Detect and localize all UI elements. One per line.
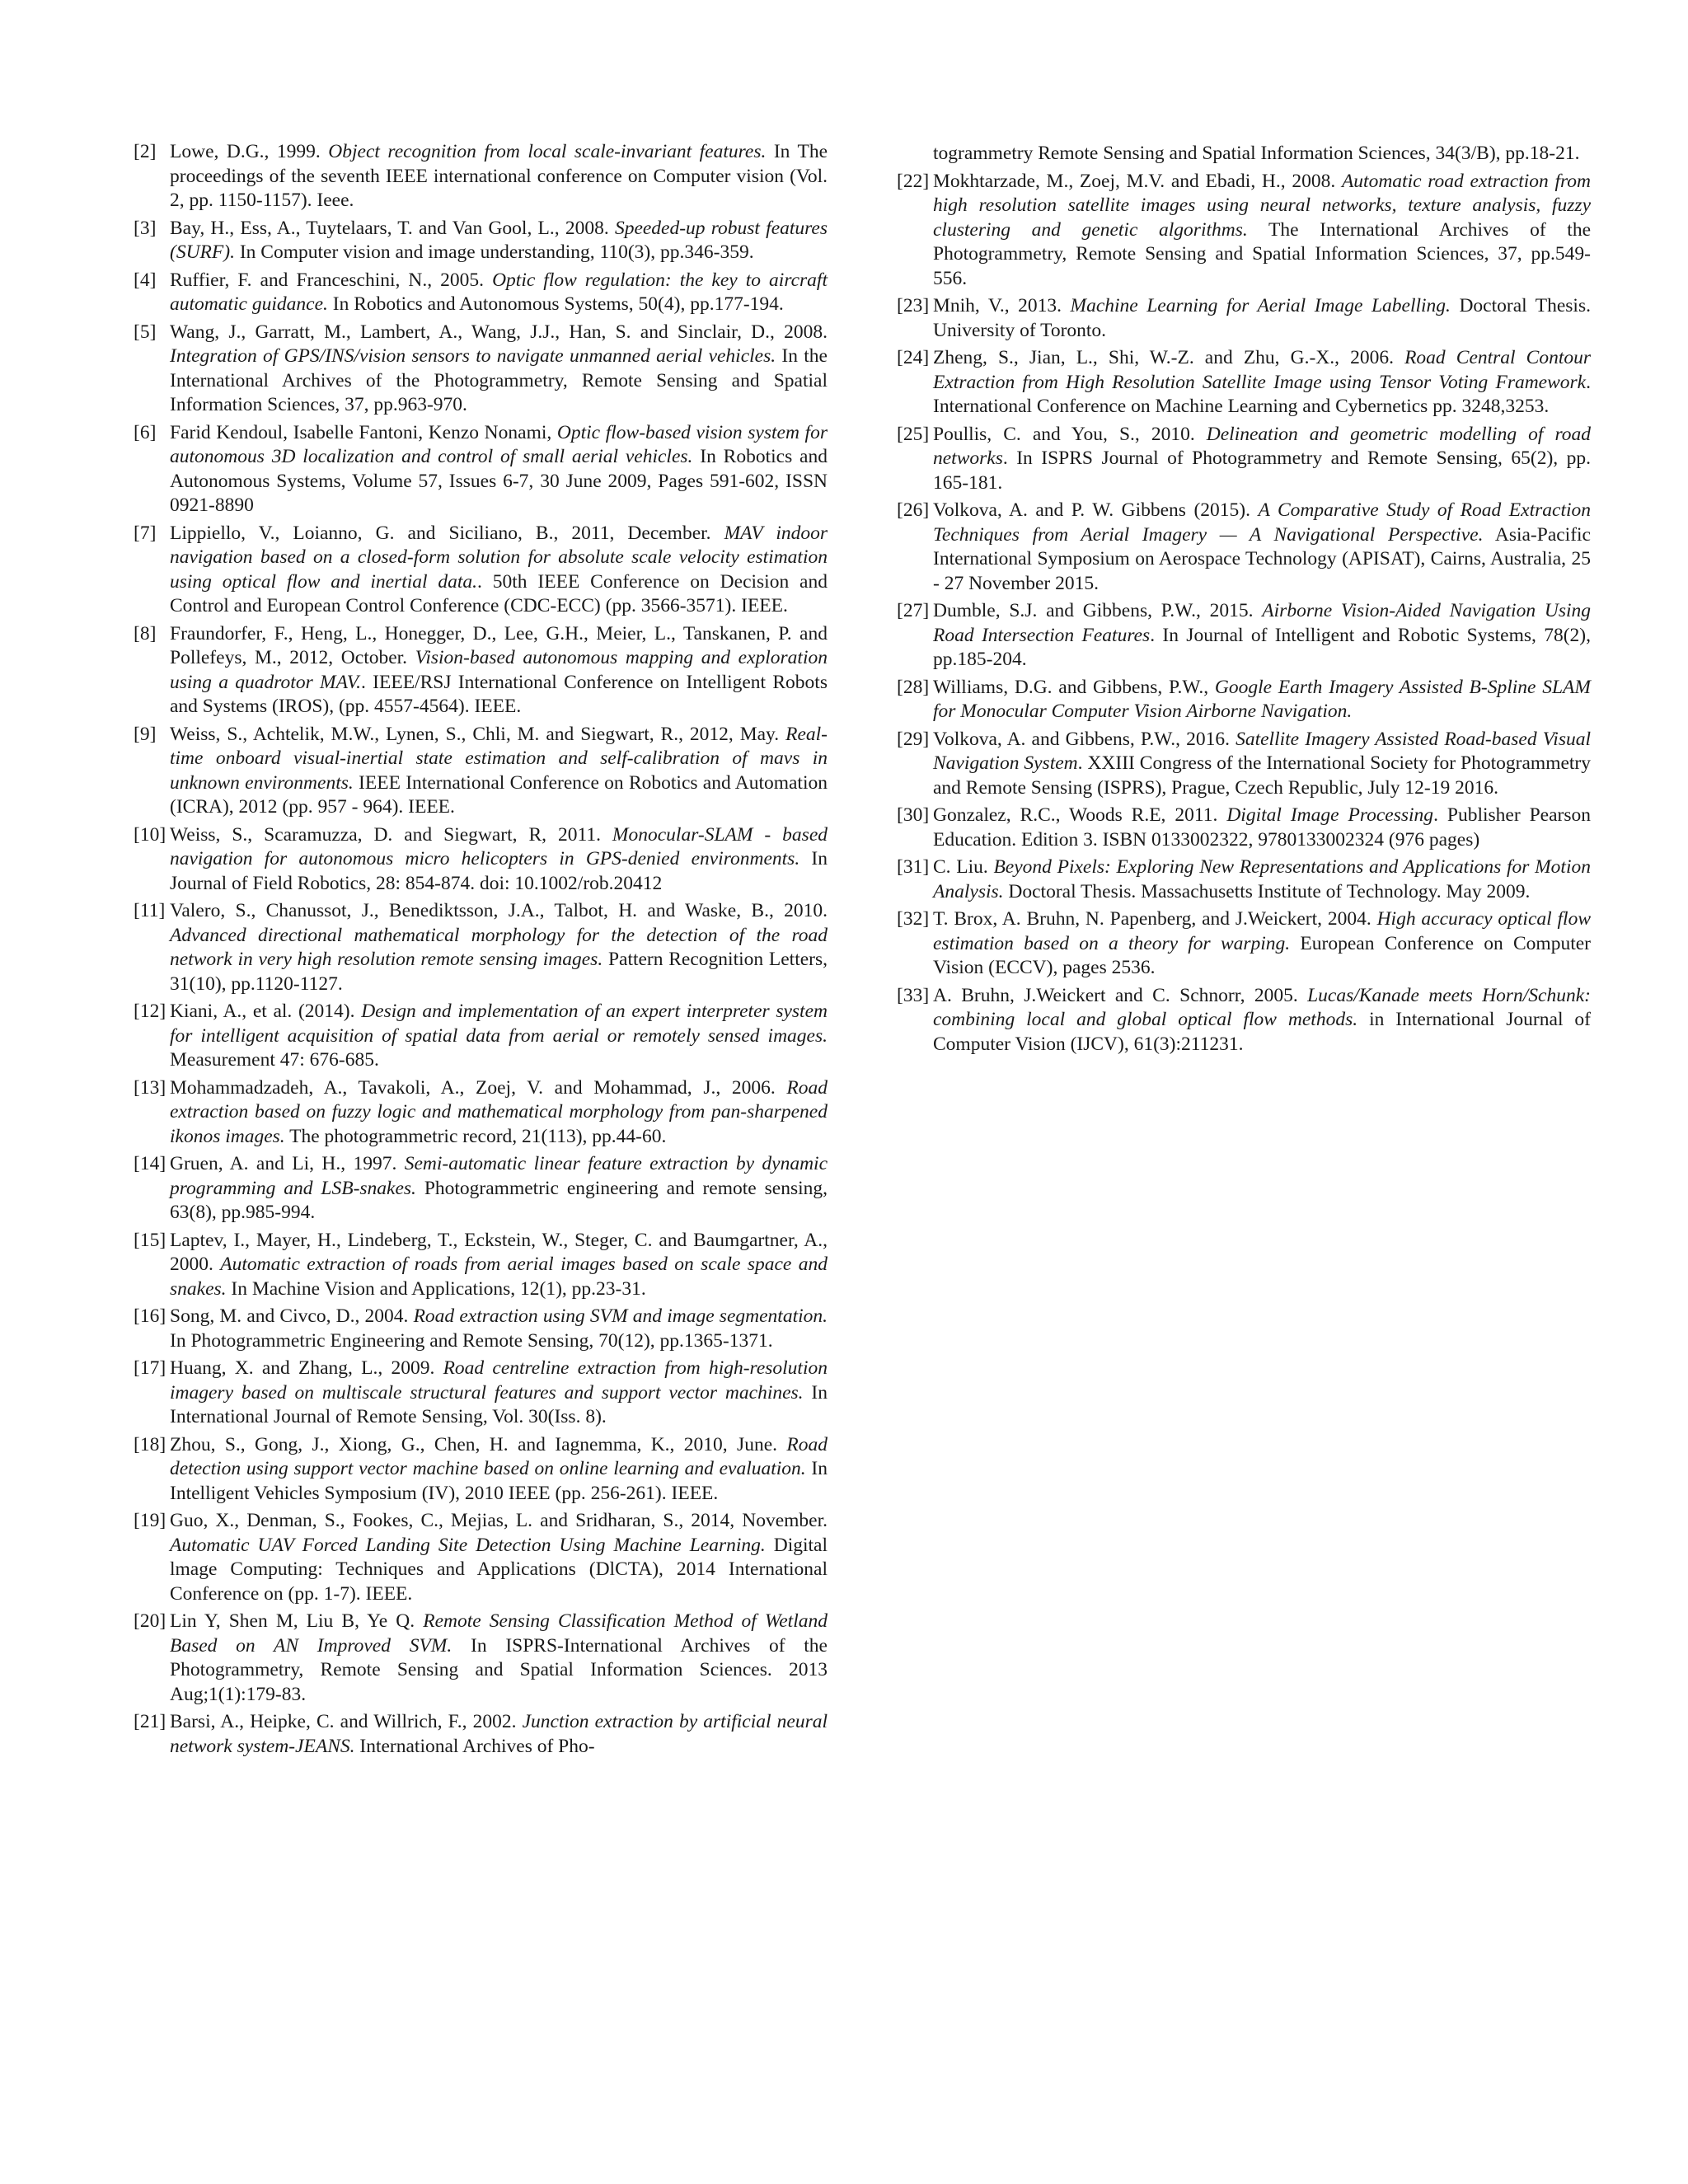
- reference-authors: Kiani, A., et al. (2014).: [170, 1001, 362, 1022]
- reference-authors: T. Brox, A. Bruhn, N. Papenberg, and J.Weickert, 2004.: [933, 908, 1377, 930]
- left-column: [134, 140, 828, 1762]
- reference-authors: Zheng, S., Jian, L., Shi, W.-Z. and Zhu, G.-X., 2006.: [933, 347, 1405, 368]
- reference-title: Monocular-SLAM - based navigation for autonomous micro helicopters in GPS-denied environments.: [170, 823, 828, 869]
- reference-title: Automatic extraction of roads from aerial images based on scale space and snakes.: [170, 1254, 828, 1300]
- reference-number: [22]: [897, 170, 930, 192]
- reference-authors: Volkova, A. and Gibbens, P.W., 2016.: [933, 728, 1236, 750]
- reference-number: [11]: [134, 900, 166, 921]
- reference-authors: Williams, D.G. and Gibbens, P.W.,: [933, 676, 1215, 698]
- reference-number: [32]: [897, 908, 930, 930]
- reference-authors: Mohammadzadeh, A., Tavakoli, A., Zoej, V. and Mohammad, J., 2006.: [170, 1076, 787, 1099]
- reference-authors: Mokhtarzade, M., Zoej, M.V. and Ebadi, H., 2008.: [933, 170, 1342, 192]
- reference-number: [24]: [897, 347, 930, 368]
- reference-item: [134, 1610, 828, 1707]
- reference-title: Road extraction using SVM and image segmentation.: [413, 1305, 828, 1327]
- reference-item: [897, 170, 1591, 292]
- reference-title: Optic flow-based vision system for autonomous 3D localization and control of small aerial vehicles.: [170, 421, 828, 467]
- reference-item: [134, 522, 828, 619]
- reference-authors: Lippiello, V., Loianno, G. and Siciliano, B., 2011, December.: [170, 522, 724, 544]
- reference-item: [897, 728, 1591, 801]
- reference-authors: Fraundorfer, F., Heng, L., Honegger, D., Lee, G.H., Meier, L., Tanskanen, P. and Pollefeys, M., 2012, October.: [170, 622, 828, 668]
- reference-title: MAV indoor navigation based on a closed-form solution for absolute scale velocity estimation using optical flow and inertial data.: [170, 522, 828, 593]
- reference-authors: Dumble, S.J. and Gibbens, P.W., 2015.: [933, 600, 1263, 621]
- reference-authors: Bay, H., Ess, A., Tuytelaars, T. and Van Gool, L., 2008.: [170, 217, 615, 239]
- reference-number: [19]: [134, 1510, 166, 1531]
- reference-authors: Mnih, V., 2013.: [933, 295, 1071, 316]
- reference-number: [7]: [134, 522, 157, 544]
- reference-source: International Archives of Pho-: [354, 1735, 595, 1757]
- reference-item: [134, 823, 828, 897]
- reference-item: [134, 622, 828, 719]
- reference-item: [134, 723, 828, 820]
- reference-authors: Farid Kendoul, Isabelle Fantoni, Kenzo Nonami,: [170, 421, 557, 443]
- reference-number: [14]: [134, 1153, 166, 1174]
- reference-source: In ISPRS-International Archives of the Photogrammetry, Remote Sensing and Spatial Information Sciences. 2013 Aug;1(1):179-83.: [170, 1634, 828, 1705]
- reference-source: Asia-Pacific International Symposium on Aerospace Technology (APISAT), Cairns, Australia, 25 - 27 November 2015.: [933, 523, 1591, 594]
- reference-item: [134, 1000, 828, 1073]
- reference-number: [31]: [897, 856, 930, 878]
- reference-item: [134, 321, 828, 418]
- reference-title: Road centreline extraction from high-resolution imagery based on multiscale structural features and support vector machines.: [170, 1357, 828, 1404]
- reference-authors: Huang, X. and Zhang, L., 2009.: [170, 1357, 443, 1379]
- reference-number: [2]: [134, 141, 157, 162]
- reference-source: . In Journal of Intelligent and Robotic Systems, 78(2), pp.185-204.: [933, 624, 1591, 670]
- reference-source: European Conference on Computer Vision (ECCV), pages 2536.: [933, 932, 1591, 978]
- reference-source: In Machine Vision and Applications, 12(1), pp.23-31.: [226, 1277, 646, 1300]
- reference-title: Automatic road extraction from high resolution satellite images using neural networks, texture analysis, fuzzy clustering and genetic algorithms.: [933, 170, 1592, 241]
- reference-item: [134, 140, 828, 213]
- reference-authors: Lin Y, Shen M, Liu B, Ye Q.: [170, 1610, 424, 1632]
- reference-title: Machine Learning for Aerial Image Labelling.: [1070, 295, 1451, 316]
- reference-title: Semi-automatic linear feature extraction by dynamic programming and LSB-snakes.: [170, 1153, 828, 1199]
- reference-authors: Wang, J., Garratt, M., Lambert, A., Wang, J.J., Han, S. and Sinclair, D., 2008.: [170, 321, 828, 343]
- reference-authors: Volkova, A. and P. W. Gibbens (2015).: [933, 499, 1259, 521]
- reference-source: In Intelligent Vehicles Symposium (IV), 2010 IEEE (pp. 256-261). IEEE.: [170, 1458, 828, 1504]
- reference-title: Delineation and geometric modelling of road networks: [933, 423, 1591, 469]
- reference-source: . IEEE/RSJ International Conference on Intelligent Robots and Systems (IROS), (pp. 4557-4564). IEEE.: [170, 671, 828, 717]
- reference-source: IEEE International Conference on Robotics and Automation (ICRA), 2012 (pp. 957 - 964). IEEE.: [170, 771, 828, 818]
- reference-item: [897, 499, 1591, 596]
- reference-title: Digital Image Processing: [1226, 804, 1434, 826]
- reference-item: [897, 676, 1591, 724]
- reference-title: Real-time onboard visual-inertial state estimation and self-calibration of mavs in unknown environments.: [170, 723, 828, 794]
- reference-item: [897, 294, 1591, 343]
- reference-number: [29]: [897, 728, 930, 750]
- reference-source: . International Conference on Machine Learning and Cybernetics pp. 3248,3253.: [933, 371, 1591, 417]
- reference-title: Google Earth Imagery Assisted B-Spline SLAM for Monocular Computer Vision Airborne Navigation.: [933, 676, 1591, 722]
- reference-title: Junction extraction by artificial neural network system-JEANS.: [170, 1711, 828, 1757]
- reference-authors: Ruffier, F. and Franceschini, N., 2005.: [170, 269, 493, 291]
- reference-source: Measurement 47: 676-685.: [170, 1049, 379, 1071]
- reference-number: [27]: [897, 600, 930, 621]
- reference-item: [134, 1305, 828, 1353]
- reference-authors: Lowe, D.G., 1999.: [170, 141, 329, 162]
- reference-authors: A. Bruhn, J.Weickert and C. Schnorr, 2005.: [933, 984, 1308, 1006]
- reference-title: Remote Sensing Classification Method of Wetland Based on AN Improved SVM.: [170, 1610, 828, 1657]
- reference-source: The photogrammetric record, 21(113), pp.44-60.: [284, 1125, 667, 1147]
- reference-source: Doctoral Thesis. Massachusetts Institute of Technology. May 2009.: [1003, 880, 1531, 902]
- reference-number: [6]: [134, 421, 157, 443]
- reference-authors: Weiss, S., Achtelik, M.W., Lynen, S., Chli, M. and Siegwart, R., 2012, May.: [170, 723, 786, 745]
- reference-authors: Guo, X., Denman, S., Fookes, C., Mejias, L. and Sridharan, S., 2014, November.: [170, 1510, 828, 1531]
- reference-title: Object recognition from local scale-invariant features.: [328, 141, 767, 162]
- reference-title: A Comparative Study of Road Extraction Techniques from Aerial Imagery — A Navigational Perspective.: [933, 499, 1592, 546]
- reference-source: The International Archives of the Photogrammetry, Remote Sensing and Spatial Information Sciences, 37, pp.549-556.: [933, 218, 1591, 289]
- reference-authors: Weiss, S., Scaramuzza, D. and Siegwart, R, 2011.: [170, 823, 612, 846]
- reference-title: Road detection using support vector machine based on online learning and evaluation.: [170, 1433, 828, 1479]
- reference-source: Doctoral Thesis. University of Toronto.: [933, 295, 1591, 341]
- right-column: [897, 142, 1591, 1060]
- reference-item: [134, 1152, 828, 1226]
- reference-number: [3]: [134, 217, 157, 239]
- reference-item: [134, 217, 828, 265]
- reference-source: In International Journal of Remote Sensing, Vol. 30(Iss. 8).: [170, 1381, 828, 1427]
- reference-source: In The proceedings of the seventh IEEE international conference on Computer vision (Vol. 2, pp. 1150-1157). Ieee.: [170, 141, 828, 211]
- reference-item: [134, 1433, 828, 1507]
- reference-authors: Valero, S., Chanussot, J., Benediktsson, J.A., Talbot, H. and Waske, B., 2010.: [170, 900, 828, 921]
- reference-item: [134, 1229, 828, 1302]
- reference-title: Vision-based autonomous mapping and exploration using a quadrotor MAV.: [170, 647, 828, 693]
- reference-authors: Barsi, A., Heipke, C. and Willrich, F., 2002.: [170, 1711, 523, 1732]
- reference-authors: Gonzalez, R.C., Woods R.E, 2011.: [933, 804, 1227, 826]
- reference-number: [25]: [897, 423, 930, 445]
- reference-item: [897, 855, 1591, 904]
- reference-source: In Robotics and Autonomous Systems, 50(4), pp.177-194.: [327, 293, 784, 315]
- reference-title: Optic flow regulation: the key to aircraft automatic guidance.: [170, 269, 828, 315]
- reference-number: [8]: [134, 622, 157, 644]
- reference-authors: Zhou, S., Gong, J., Xiong, G., Chen, H. and Iagnemma, K., 2010, June.: [170, 1433, 787, 1455]
- reference-number: [20]: [134, 1610, 166, 1632]
- reference-title: Advanced directional mathematical morphology for the detection of the road network in very high resolution remote sensing images.: [170, 924, 828, 970]
- reference-title: Lucas/Kanade meets Horn/Schunk: combining local and global optical flow methods.: [933, 984, 1591, 1030]
- reference-item: [897, 984, 1591, 1057]
- reference-source: In Journal of Field Robotics, 28: 854-874. doi: 10.1002/rob.20412: [170, 848, 828, 894]
- reference-title: Design and implementation of an expert interpreter system for intelligent acquisition of spatial data from aerial or remotely sensed images.: [170, 1001, 828, 1047]
- reference-item: [897, 804, 1591, 852]
- reference-title: Speeded-up robust features (SURF).: [170, 217, 828, 263]
- reference-source: Digital lmage Computing: Techniques and Applications (DlCTA), 2014 International Conference on (pp. 1-7). IEEE.: [170, 1534, 828, 1605]
- reference-item: [897, 599, 1591, 673]
- reference-number: [15]: [134, 1229, 166, 1251]
- reference-number: [17]: [134, 1357, 166, 1379]
- reference-authors: Song, M. and Civco, D., 2004.: [170, 1305, 414, 1327]
- reference-title: Road Central Contour Extraction from High Resolution Satellite Image using Tensor Voting Framework: [933, 347, 1592, 393]
- reference-item: [134, 1509, 828, 1606]
- reference-source: In Photogrammetric Engineering and Remote Sensing, 70(12), pp.1365-1371.: [170, 1329, 773, 1352]
- reference-item: [134, 269, 828, 317]
- reference-source: . 50th IEEE Conference on Decision and Control and European Control Conference (CDC-ECC) (pp. 3566-3571). IEEE.: [170, 570, 828, 616]
- reference-authors: Laptev, I., Mayer, H., Lindeberg, T., Eckstein, W., Steger, C. and Baumgartner, A., 2000.: [170, 1229, 828, 1275]
- reference-source: Photogrammetric engineering and remote sensing, 63(8), pp.985-994.: [170, 1177, 828, 1223]
- reference-number: [28]: [897, 676, 930, 698]
- reference-source: Pattern Recognition Letters, 31(10), pp.1120-1127.: [170, 949, 828, 995]
- reference-number: [33]: [897, 984, 930, 1006]
- reference-continuation: togrammetry Remote Sensing and Spatial Information Sciences, 34(3/B), pp.18-21.: [933, 143, 1580, 164]
- reference-title: Road extraction based on fuzzy logic and mathematical morphology from pan-sharpened ikonos images.: [170, 1076, 828, 1147]
- reference-number: [10]: [134, 823, 166, 846]
- reference-number: [30]: [897, 804, 930, 826]
- reference-item: [134, 1076, 828, 1150]
- reference-authors: Gruen, A. and Li, H., 1997.: [170, 1153, 405, 1174]
- reference-item: [897, 907, 1591, 981]
- reference-number: [12]: [134, 1001, 166, 1022]
- reference-item: [134, 1357, 828, 1430]
- reference-source: in International Journal of Computer Vision (IJCV), 61(3):211231.: [933, 1009, 1591, 1055]
- reference-source: In the International Archives of the Photogrammetry, Remote Sensing and Spatial Information Sciences, 37, pp.963-970.: [170, 345, 828, 415]
- reference-item: [134, 1710, 828, 1759]
- reference-source: In Robotics and Autonomous Systems, Volume 57, Issues 6-7, 30 June 2009, Pages 591-602, ISSN 0921-8890: [170, 446, 828, 516]
- reference-number: [5]: [134, 321, 157, 343]
- reference-item: [134, 421, 828, 518]
- reference-source: In Computer vision and image understanding, 110(3), pp.346-359.: [234, 241, 754, 263]
- reference-title: Satellite Imagery Assisted Road-based Visual Navigation System: [933, 728, 1592, 774]
- reference-title: Airborne Vision-Aided Navigation Using Road Intersection Features: [933, 600, 1591, 646]
- reference-number: [18]: [134, 1433, 166, 1455]
- reference-title: Beyond Pixels: Exploring New Representations and Applications for Motion Analysis.: [933, 856, 1591, 902]
- reference-item: [134, 899, 828, 996]
- reference-number: [9]: [134, 723, 157, 745]
- reference-source: . In ISPRS Journal of Photogrammetry and Remote Sensing, 65(2), pp. 165-181.: [933, 448, 1591, 494]
- reference-item: [897, 423, 1591, 496]
- reference-number: [21]: [134, 1711, 166, 1732]
- reference-source: . Publisher Pearson Education. Edition 3. ISBN 0133002322, 9780133002324 (976 pages): [933, 804, 1591, 851]
- reference-number: [4]: [134, 269, 157, 291]
- reference-title: Automatic UAV Forced Landing Site Detection Using Machine Learning.: [170, 1534, 766, 1556]
- reference-number: [26]: [897, 499, 930, 521]
- reference-number: [13]: [134, 1076, 166, 1099]
- reference-authors: Poullis, C. and You, S., 2010.: [933, 423, 1207, 445]
- reference-title: High accuracy optical flow estimation based on a theory for warping.: [933, 908, 1591, 954]
- reference-number: [16]: [134, 1305, 166, 1327]
- reference-number: [23]: [897, 295, 930, 316]
- reference-title: Integration of GPS/INS/vision sensors to navigate unmanned aerial vehicles.: [170, 345, 776, 367]
- reference-item: [897, 346, 1591, 419]
- reference-authors: C. Liu.: [933, 856, 994, 878]
- reference-source: . XXIII Congress of the International Society for Photogrammetry and Remote Sensing (ISPRS), Prague, Czech Republic, July 12-19 2016.: [933, 752, 1592, 799]
